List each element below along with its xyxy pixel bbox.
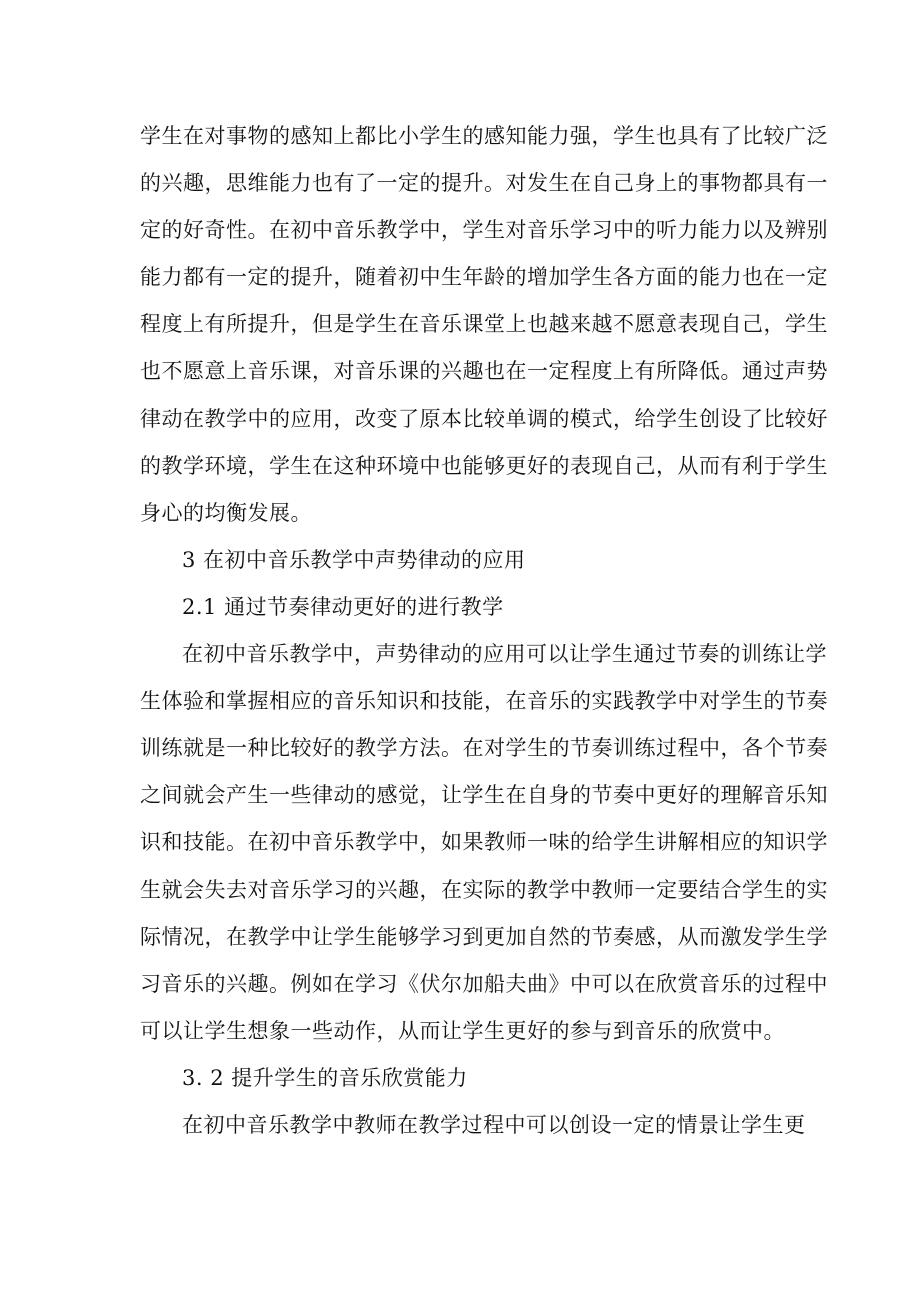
paragraph-line: 生体验和掌握相应的音乐知识和技能，在音乐的实践教学中对学生的节奏 xyxy=(140,689,828,714)
paragraph-line: 的教学环境，学生在这种环境中也能够更好的表现自己，从而有利于学生 xyxy=(140,453,828,478)
paragraph-line: 可以让学生想象一些动作，从而让学生更好的参与到音乐的欣赏中。 xyxy=(140,1018,785,1043)
subsection-heading: 3. 2 提升学生的音乐欣赏能力 xyxy=(182,1065,468,1090)
paragraph-line: 在初中音乐教学中，声势律动的应用可以让学生通过节奏的训练让学 xyxy=(182,642,827,667)
paragraph-line: 身心的均衡发展。 xyxy=(140,500,312,525)
paragraph-line: 训练就是一种比较好的教学方法。在对学生的节奏训练过程中，各个节奏 xyxy=(140,736,828,761)
paragraph-line: 能力都有一定的提升，随着初中生年龄的增加学生各方面的能力也在一定 xyxy=(140,265,828,290)
paragraph-line: 之间就会产生一些律动的感觉，让学生在自身的节奏中更好的理解音乐知 xyxy=(140,783,828,808)
body-text xyxy=(140,113,828,1149)
paragraph-line: 定的好奇性。在初中音乐教学中，学生对音乐学习中的听力能力以及辨别 xyxy=(140,218,828,243)
paragraph-line: 程度上有所提升，但是学生在音乐课堂上也越来越不愿意表现自己，学生 xyxy=(140,312,828,337)
subsection-heading: 2.1 通过节奏律动更好的进行教学 xyxy=(182,594,504,619)
paragraph-line: 律动在教学中的应用，改变了原本比较单调的模式，给学生创设了比较好 xyxy=(140,406,828,431)
paragraph-line: 也不愿意上音乐课，对音乐课的兴趣也在一定程度上有所降低。通过声势 xyxy=(140,359,828,384)
section-heading: 3 在初中音乐教学中声势律动的应用 xyxy=(182,547,526,572)
paragraph-line: 学生在对事物的感知上都比小学生的感知能力强，学生也具有了比较广泛 xyxy=(140,124,828,148)
paragraph-line: 际情况，在教学中让学生能够学习到更加自然的节奏感，从而激发学生学 xyxy=(140,924,828,949)
paragraph-line: 识和技能。在初中音乐教学中，如果教师一味的给学生讲解相应的知识学 xyxy=(140,830,828,855)
paragraph-line: 在初中音乐教学中教师在教学过程中可以创设一定的情景让学生更 xyxy=(182,1112,806,1137)
paragraph-line: 的兴趣，思维能力也有了一定的提升。对发生在自己身上的事物都具有一 xyxy=(140,171,828,196)
paragraph-line: 习音乐的兴趣。例如在学习《伏尔加船夫曲》中可以在欣赏音乐的过程中 xyxy=(140,971,828,996)
paragraph-line: 生就会失去对音乐学习的兴趣，在实际的教学中教师一定要结合学生的实 xyxy=(140,877,828,902)
